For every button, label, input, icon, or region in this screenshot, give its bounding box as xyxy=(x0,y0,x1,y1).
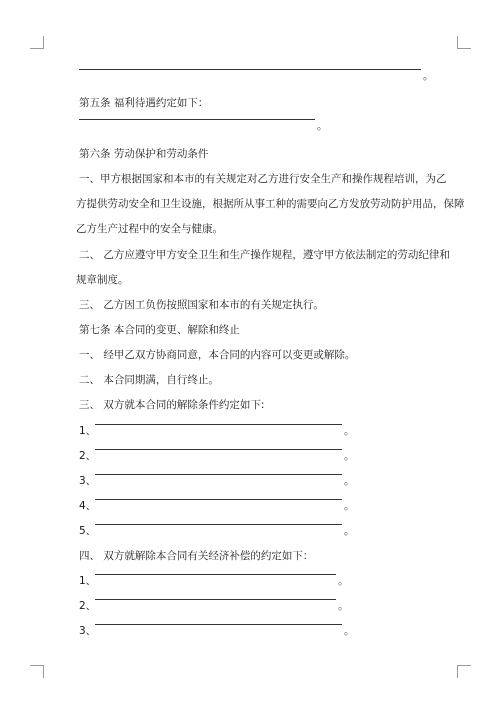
fill-in-blank-line xyxy=(95,524,342,525)
blank-period: 。 xyxy=(344,500,355,512)
fill-in-blank-line xyxy=(95,449,342,450)
blank-period: 。 xyxy=(338,575,349,587)
fill-in-blank-line xyxy=(95,424,342,425)
article-5-heading: 第五条 福利待遇约定如下： xyxy=(79,97,209,109)
blank-period: 。 xyxy=(344,475,355,487)
fill-in-blank-line xyxy=(95,499,342,500)
fill-in-blank-line xyxy=(79,69,421,70)
article-6-para-2-line-1: 二、 乙方应遵守甲方安全卫生和生产操作规程，遵守甲方依法制定的劳动纪律和 xyxy=(79,249,450,261)
blank-label: 2、 xyxy=(79,450,97,462)
article-6-para-2-line-2: 规章制度。 xyxy=(76,274,129,286)
fill-in-blank-line xyxy=(95,574,336,575)
article-6-para-1-line-1: 一、甲方根据国家和本市的有关规定对乙方进行安全生产和操作规程培训，为乙 xyxy=(79,173,447,185)
blank-period: 。 xyxy=(423,70,434,82)
blank-label: 5、 xyxy=(79,525,97,537)
blank-period: 。 xyxy=(344,425,355,437)
fill-in-blank-line xyxy=(95,474,342,475)
article-6-heading: 第六条 劳动保护和劳动条件 xyxy=(79,148,209,160)
article-6-para-3: 三、 乙方因工负伤按照国家和本市的有关规定执行。 xyxy=(79,299,324,311)
article-7-heading: 第七条 本合同的变更、解除和终止 xyxy=(79,324,240,336)
fill-in-blank-line xyxy=(79,119,315,120)
crop-mark-bottom-left xyxy=(30,665,44,678)
blank-period: 。 xyxy=(344,450,355,462)
article-7-item-2: 二、 本合同期满，自行终止。 xyxy=(79,374,219,386)
article-6-para-1-line-2: 方提供劳动安全和卫生设施，根据所从事工种的需要向乙方发放劳动防护用品，保障 xyxy=(76,198,465,210)
article-7-item-3: 三、 双方就本合同的解除条件约定如下: xyxy=(79,399,265,411)
blank-period: 。 xyxy=(344,625,355,637)
crop-mark-bottom-right xyxy=(457,665,471,678)
fill-in-blank-line xyxy=(95,624,342,625)
blank-period: 。 xyxy=(344,525,355,537)
crop-mark-top-right xyxy=(457,36,471,49)
fill-in-blank-line xyxy=(95,599,336,600)
crop-mark-top-left xyxy=(30,36,44,49)
blank-period: 。 xyxy=(338,600,349,612)
blank-label: 1、 xyxy=(79,575,97,587)
article-7-item-1: 一、 经甲乙双方协商同意，本合同的内容可以变更或解除。 xyxy=(79,349,356,361)
blank-label: 3、 xyxy=(79,625,97,637)
article-7-item-4: 四、 双方就解除本合同有关经济补偿的约定如下： xyxy=(79,550,314,562)
blank-label: 2、 xyxy=(79,600,97,612)
blank-label: 4、 xyxy=(79,500,97,512)
blank-label: 3、 xyxy=(79,475,97,487)
blank-period: 。 xyxy=(317,120,328,132)
article-6-para-1-line-3: 乙方生产过程中的安全与健康。 xyxy=(76,223,223,235)
blank-label: 1、 xyxy=(79,425,97,437)
